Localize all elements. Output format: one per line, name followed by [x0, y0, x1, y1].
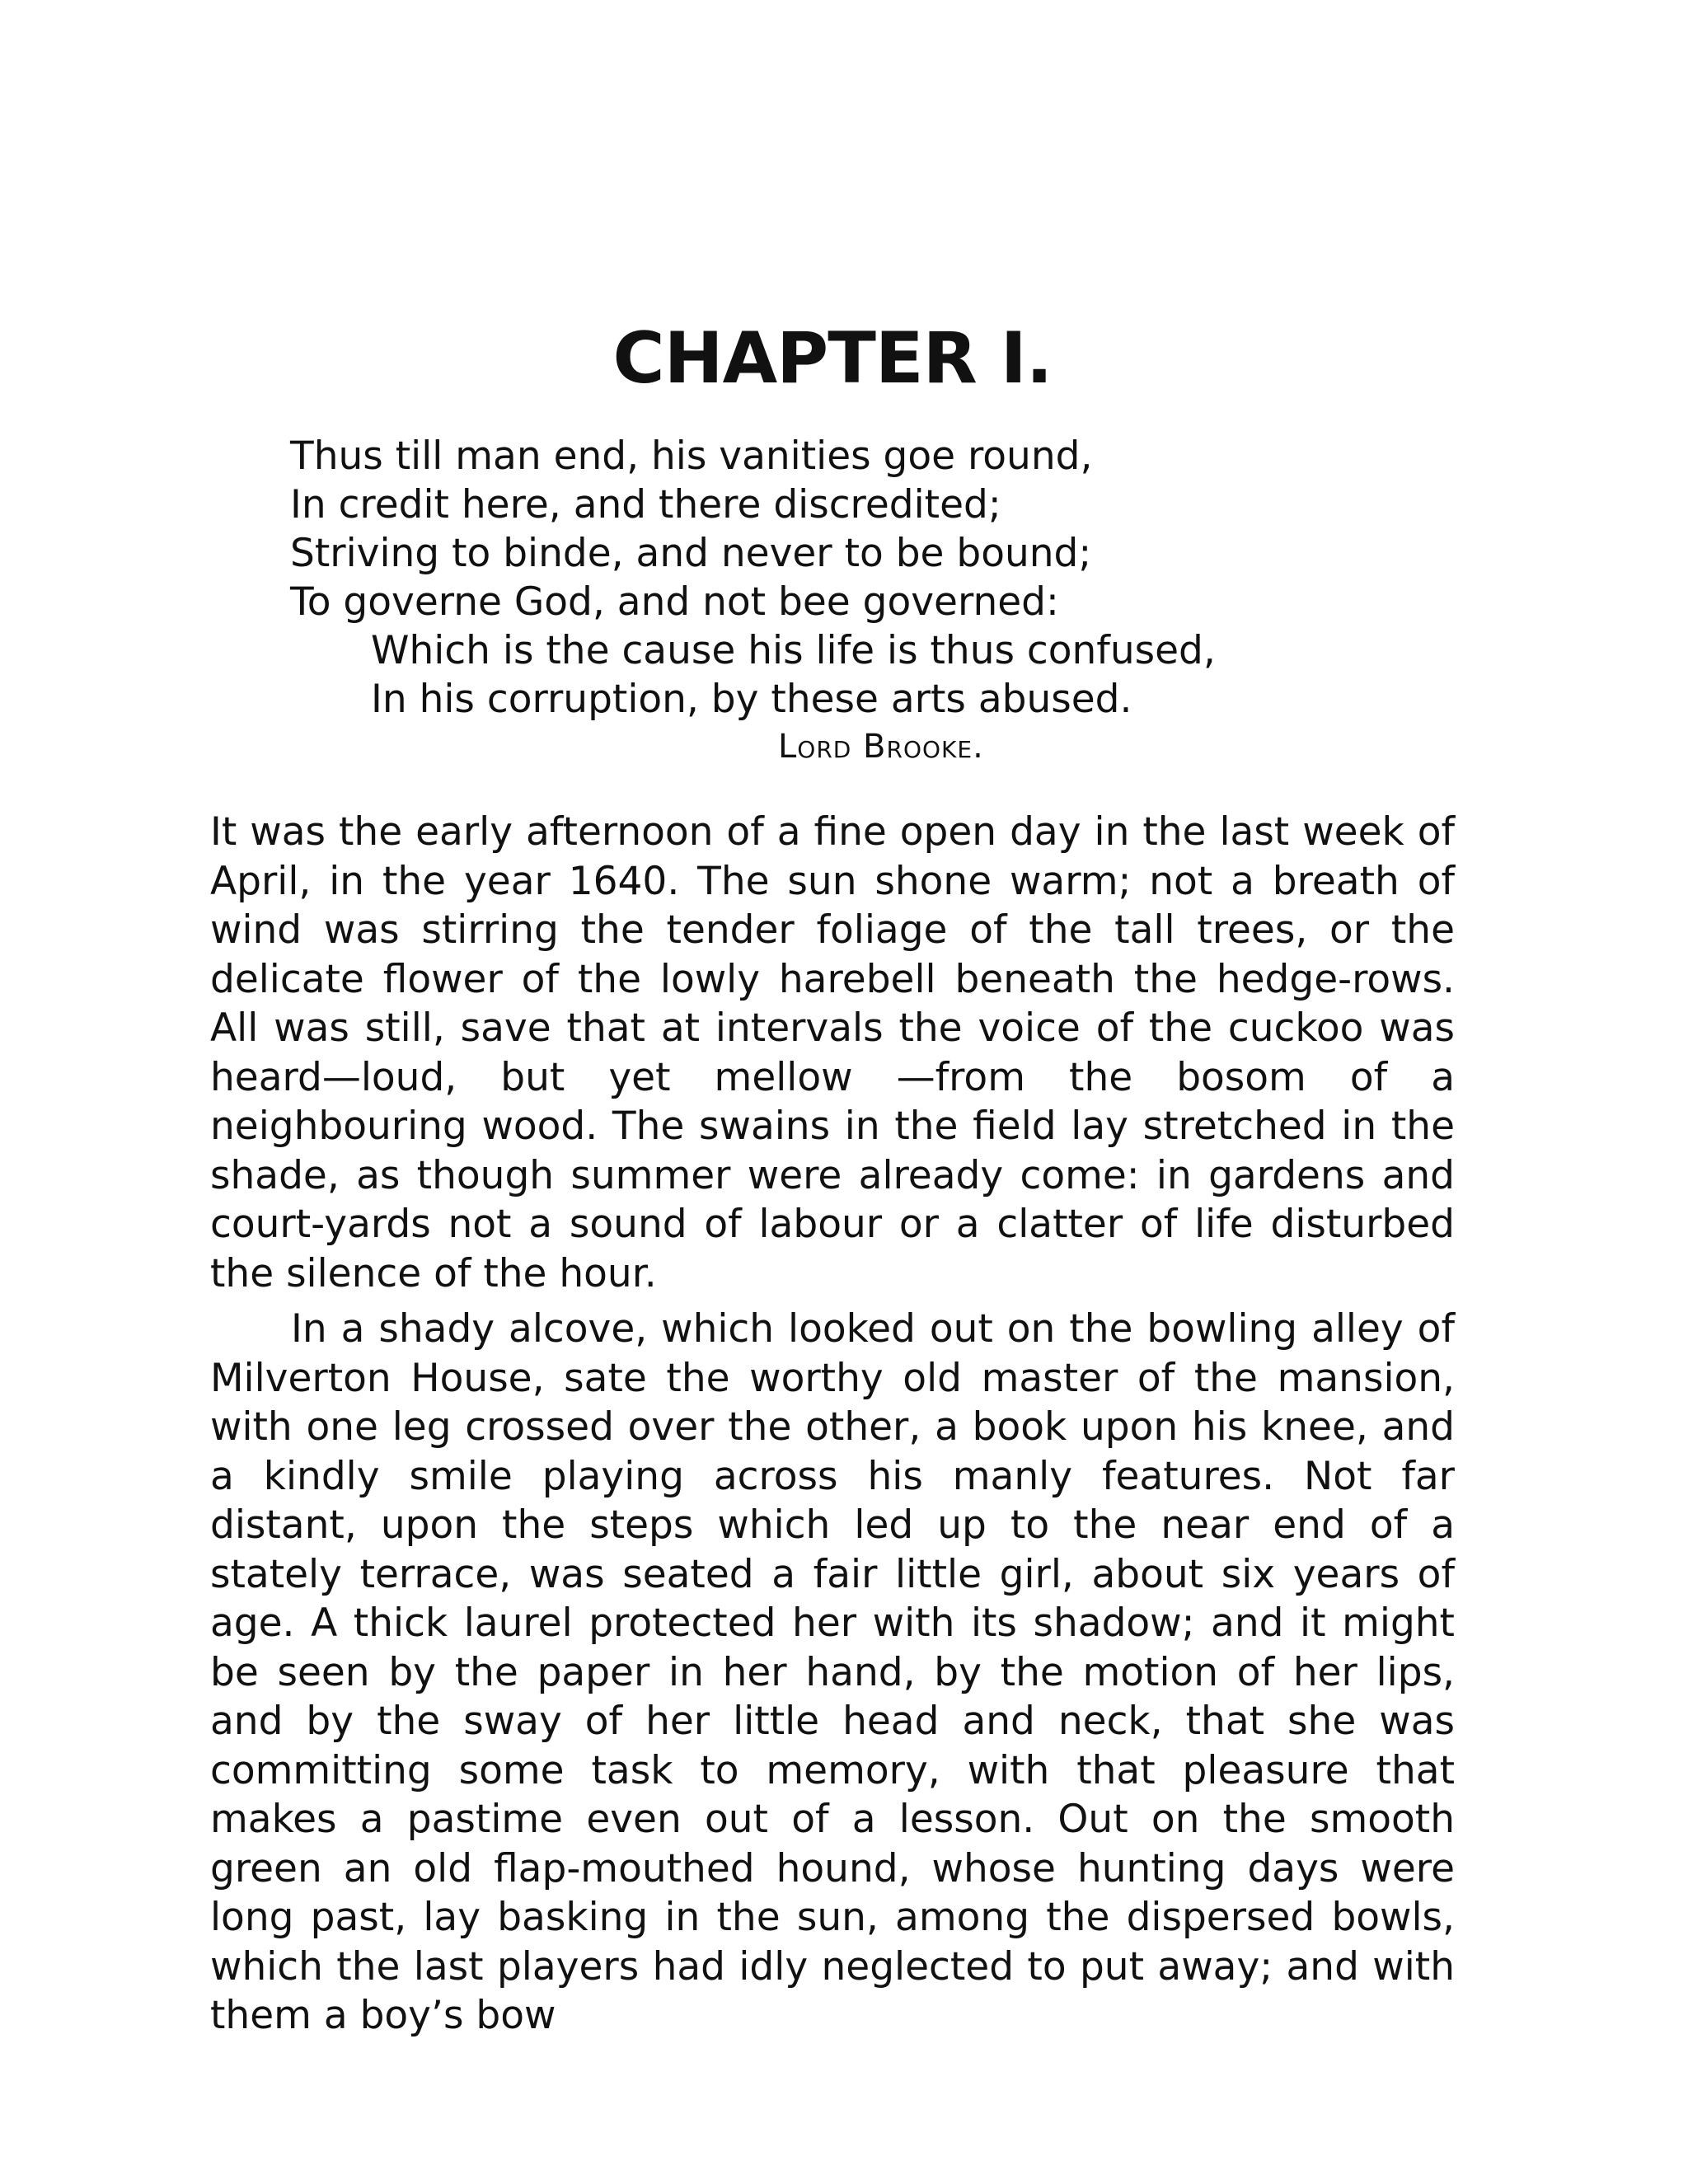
epigraph-attribution: Lord Brooke.: [778, 728, 984, 766]
epigraph-line: In credit here, and there discredited;: [290, 482, 1001, 527]
epigraph-line: To governe God, and not bee governed:: [290, 579, 1059, 625]
chapter-title: CHAPTER I.: [612, 317, 1053, 400]
epigraph-line: Thus till man end, his vanities goe round,: [290, 434, 1093, 479]
book-page: [210, 313, 1455, 2047]
epigraph: [290, 432, 1455, 770]
epigraph-line: Which is the cause his life is thus confused,: [371, 628, 1216, 673]
epigraph-line: Striving to binde, and never to be bound;: [290, 531, 1092, 576]
epigraph-line: In his corruption, by these arts abused.: [371, 677, 1132, 722]
body-paragraph: It was the early afternoon of a fine open day in the last week of April, in the year 1640. The sun shone warm; not a breath of wind was stirring the tender foliage of the tall trees, or the delicate flower of the lowly harebell beneath the hedge-rows. All was still, save that at intervals the voice of the cuckoo was heard—loud, but yet mellow —from the bosom of a neighbouring wood. The swains in the field lay stretched in the shade, as though summer were already come: in gardens and court-yards not a sound of labour or a clatter of life disturbed the silence of the hour.: [210, 809, 1455, 1296]
chapter-body: [210, 808, 1455, 2041]
body-paragraph: In a shady alcove, which looked out on the bowling alley of Milverton House, sate the worthy old master of the mansion, with one leg crossed over the other, a book upon his knee, and a kindly smile playing across his manly features. Not far distant, upon the steps which led up to the near end of a stately terrace, was seated a fair little girl, about six years of age. A thick laurel protected her with its shadow; and it might be seen by the paper in her hand, by the motion of her lips, and by the sway of her little head and neck, that she was committing some task to memory, with that pleasure that makes a pastime even out of a lesson. Out on the smooth green an old flap-mouthed hound, whose hunting days were long past, lay basking in the sun, among the dispersed bowls, which the last players had idly neglected to put away; and with them a boy’s bow: [210, 1306, 1455, 2038]
